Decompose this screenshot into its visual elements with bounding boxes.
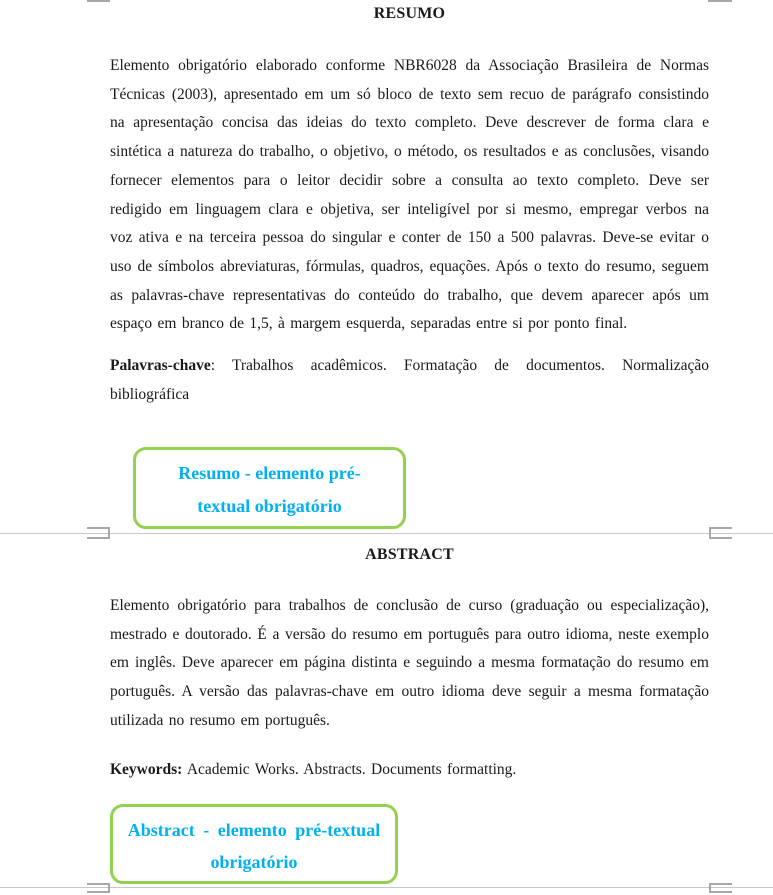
page-title-abstract: ABSTRACT	[365, 546, 454, 563]
callout-resumo-note	[133, 447, 406, 529]
palavras-chave-label: Palavras-chave	[110, 357, 211, 374]
page-margin-mark-bottom-left	[87, 883, 110, 893]
palavras-chave-text: : Trabalhos acadêmicos. Formatação de documentos. Normalização bibliográfica	[110, 357, 709, 403]
keywords-text: Academic Works. Abstracts. Documents formatting.	[182, 761, 517, 778]
page-margin-mark-bottom-right	[709, 883, 732, 893]
page-margin-mark-mid-right	[709, 527, 732, 539]
resumo-paragraph: Elemento obrigatório elaborado conforme NBR6028 da Associação Brasileira de Normas Técnicas (2003), apresentado em um só bloco de texto sem recuo de parágrafo consistindo na apresentação concisa das ideias do texto completo. Deve descrever de forma clara e sintética a natureza do trabalho, o objetivo, o método, os resultados e as conclusões, visando fornecer elementos para o leitor decidir sobre a consulta ao texto completo. Deve ser redigido em linguagem clara e objetiva, ser inteligível por si mesmo, empregar verbos na voz ativa e na terceira pessoa do singular e conter de 150 a 500 palavras. Deve-se evitar o uso de símbolos abreviaturas, fórmulas, quadros, equações. Após o texto do resumo, seguem as palavras-chave representativas do conteúdo do trabalho, que devem aparecer após um espaço em branco de 1,5, à margem esquerda, separadas entre si por ponto final.	[110, 57, 709, 333]
page-margin-mark-top-right	[708, 0, 732, 2]
page-boundary-line	[0, 533, 773, 534]
callout-abstract-line2: obrigatório	[210, 852, 298, 872]
callout-abstract-line1: Abstract - elemento pré-textual	[127, 820, 381, 840]
callout-resumo-line2: textual obrigatório	[197, 496, 342, 516]
page-margin-mark-mid-left	[87, 527, 110, 539]
page-boundary-line-bottom	[0, 887, 773, 888]
keywords-line	[110, 756, 709, 785]
callout-abstract-note	[110, 804, 398, 884]
page-margin-mark-top-left	[87, 0, 110, 2]
page-title-resumo: RESUMO	[373, 5, 446, 22]
keywords-label: Keywords:	[110, 761, 183, 778]
palavras-chave-line	[110, 352, 709, 409]
callout-resumo-line1: Resumo - elemento pré-	[178, 463, 361, 483]
abstract-paragraph: Elemento obrigatório para trabalhos de conclusão de curso (graduação ou especialização), mestrado e doutorado. É a versão do resumo em português para outro idioma, neste exemplo em inglês. Deve aparecer em página distinta e seguindo a mesma formatação do resumo em português. A versão das palavras-chave em outro idioma deve seguir a mesma formatação utilizada no resumo em português.	[110, 597, 709, 729]
